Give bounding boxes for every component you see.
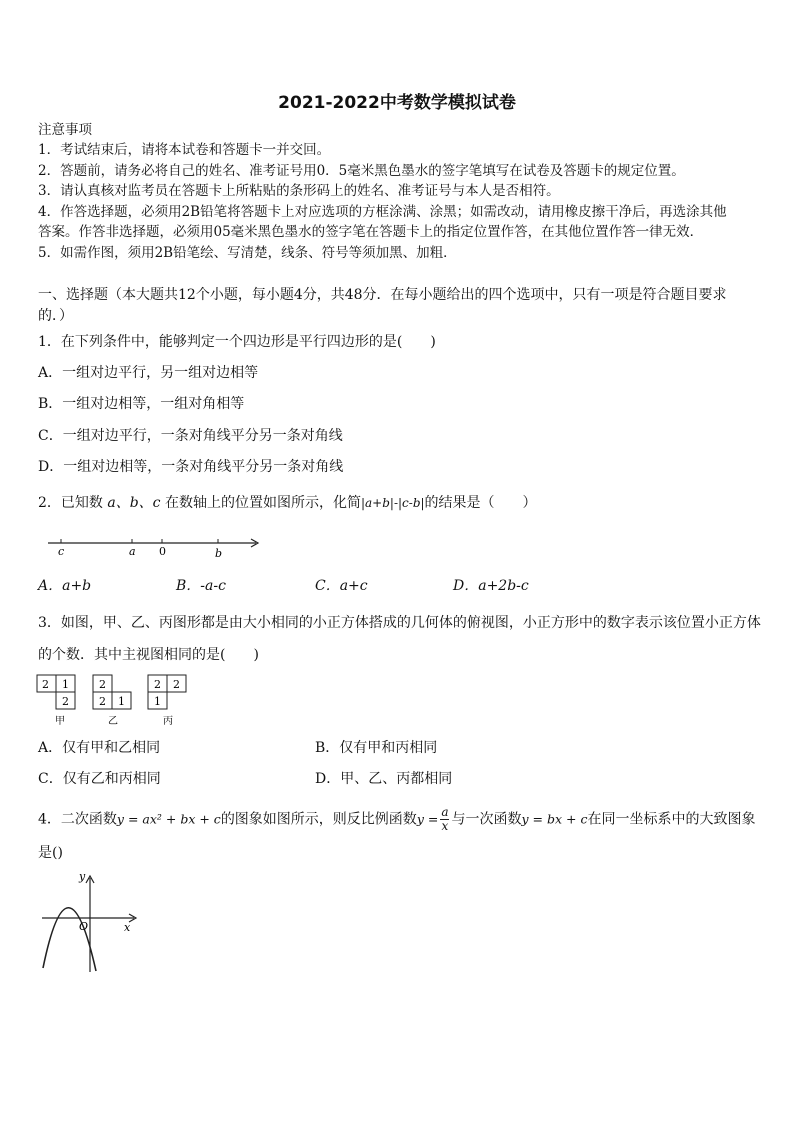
q4-linear: y = bx + c	[521, 811, 588, 827]
figure-jia	[37, 675, 75, 727]
number-line-figure	[40, 530, 270, 562]
q4-mid: 的图象如图所示，则反比例函数	[220, 811, 417, 828]
q3-option-b: B．仅有甲和丙相同	[315, 740, 438, 756]
q3-stem: 3．如图，甲、乙、丙图形都是由大小相同的小正方体搭成的几何体的俯视图，小正方形中的数字表示该位置小正方体	[38, 615, 761, 631]
yi-num-3: 1	[118, 695, 125, 708]
notice-item-4: 4．作答选择题，必须用2B铅笔将答题卡上对应选项的方框涂满、涂黑；如需改动，请用橡皮擦干净后，再选涂其他	[38, 204, 727, 220]
page-title: 2021-2022中考数学模拟试卷	[278, 93, 516, 113]
label-zero: 0	[159, 545, 166, 558]
q2-stem-vars: a、b、c	[107, 495, 161, 511]
notice-item-1: 1．考试结束后，请将本试卷和答题卡一并交回。	[38, 142, 331, 158]
bing-label: 丙	[163, 716, 173, 727]
section-heading-cont: 的．）	[38, 308, 73, 324]
q4-post: 在同一坐标系中的大致图象	[587, 811, 756, 828]
notice-item-2: 2．答题前，请务必将自己的姓名、准考证号用0．5毫米黑色墨水的签字笔填写在试卷及答题卡的规定位置。	[38, 163, 685, 179]
q2-option-c: C．a+c	[315, 578, 368, 594]
origin-label: O	[79, 920, 89, 933]
notice-item-3: 3．请认真核对监考员在答题卡上所粘贴的条形码上的姓名、准考证号与本人是否相符。	[38, 183, 560, 199]
section-heading: 一、选择题（本大题共12个小题，每小题4分，共48分．在每小题给出的四个选项中，只有一项是符合题目要求	[38, 287, 727, 303]
notice-item-4-cont: 答案。作答非选择题，必须用05毫米黑色墨水的签字笔在答题卡上的指定位置作答，在其他位置作答一律无效．	[38, 224, 704, 240]
label-a: a	[129, 545, 136, 558]
yi-num-2: 2	[99, 695, 106, 708]
jia-label: 甲	[55, 716, 65, 727]
q2-option-b: B．-a-c	[176, 578, 226, 594]
q2-stem	[38, 493, 537, 513]
q4-parabola-graph	[38, 868, 148, 978]
jia-num-3: 2	[62, 695, 69, 708]
notice-item-5: 5．如需作图，须用2B铅笔绘、写清楚，线条、符号等须加黑、加粗．	[38, 245, 457, 261]
q4-mid2: 与一次函数	[451, 811, 522, 828]
q1-option-d: D．一组对边相等，一条对角线平分另一条对角线	[38, 459, 344, 475]
q1-option-c: C．一组对边平行，一条对角线平分另一条对角线	[38, 428, 343, 444]
q4-fraction	[440, 806, 449, 833]
q1-option-b: B．一组对边相等，一组对角相等	[38, 396, 245, 412]
notice-heading: 注意事项	[38, 122, 92, 138]
q4-fraction-num: a	[441, 805, 449, 819]
bing-num-2: 2	[173, 678, 180, 691]
q3-option-d: D．甲、乙、丙都相同	[315, 771, 453, 787]
q3-figures	[36, 674, 196, 730]
q4-stem-cont: 是()	[38, 845, 63, 861]
jia-num-2: 1	[62, 678, 69, 691]
bing-num-1: 2	[154, 678, 161, 691]
q2-stem-expr: |a+b|-|c-b|	[360, 496, 425, 510]
q4-inverse-left: y =	[416, 811, 439, 827]
q2-option-a: A．a+b	[38, 578, 92, 594]
figure-yi	[93, 675, 131, 727]
q2-stem-post: 的结果是（ ）	[424, 495, 537, 511]
x-axis-label: x	[124, 921, 131, 934]
q3-stem-cont: 的个数．其中主视图相同的是( )	[38, 647, 259, 663]
y-axis-label: y	[79, 870, 86, 883]
parabola-curve	[43, 908, 96, 971]
q2-option-d: D．a+2b-c	[453, 578, 529, 594]
q3-option-a: A．仅有甲和乙相同	[38, 740, 161, 756]
q2-stem-mid: 在数轴上的位置如图所示，化简	[160, 495, 361, 511]
figure-bing	[148, 675, 186, 727]
label-b: b	[215, 547, 223, 560]
q1-stem: 1．在下列条件中，能够判定一个四边形是平行四边形的是( )	[38, 334, 436, 350]
label-c: c	[58, 545, 65, 558]
q1-option-a: A．一组对边平行，另一组对边相等	[38, 365, 259, 381]
bing-num-3: 1	[154, 695, 161, 708]
q2-stem-pre: 2．已知数	[38, 495, 108, 511]
yi-label: 乙	[108, 716, 118, 727]
jia-num-1: 2	[42, 678, 49, 691]
q3-option-c: C．仅有乙和丙相同	[38, 771, 161, 787]
yi-num-1: 2	[99, 678, 106, 691]
q4-pre: 4．二次函数	[38, 811, 117, 828]
q4-fraction-den: x	[441, 819, 449, 833]
q4-stem	[38, 806, 755, 833]
q4-quadratic: y = ax² + bx + c	[116, 811, 221, 827]
